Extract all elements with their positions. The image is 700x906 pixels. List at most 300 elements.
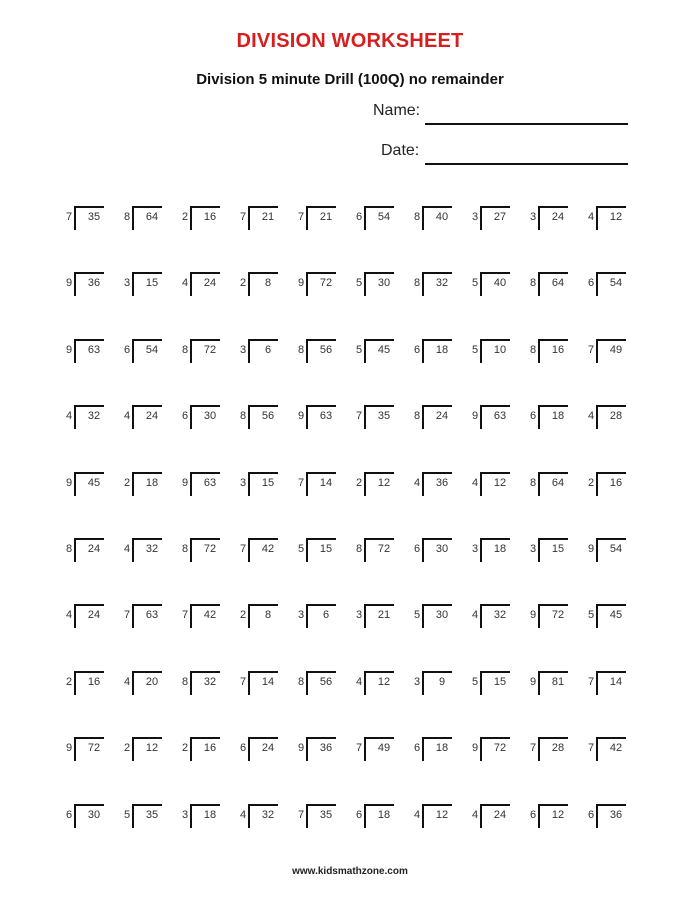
division-problem — [414, 469, 470, 499]
dividend: 6 — [322, 609, 330, 621]
dividend: 18 — [435, 344, 449, 356]
divisor: 9 — [66, 344, 73, 356]
dividend: 24 — [145, 410, 159, 422]
dividend: 45 — [609, 609, 623, 621]
divisor: 5 — [414, 609, 421, 621]
dividend: 28 — [609, 410, 623, 422]
dividend: 36 — [319, 742, 333, 754]
division-problem — [124, 668, 180, 698]
divisor: 9 — [588, 543, 595, 555]
divisor: 3 — [356, 609, 363, 621]
dividend: 35 — [145, 809, 159, 821]
divisor: 4 — [414, 477, 421, 489]
division-problem — [66, 469, 122, 499]
division-problem — [182, 668, 238, 698]
divisor: 3 — [530, 543, 537, 555]
division-problem — [356, 801, 412, 831]
dividend: 21 — [261, 211, 275, 223]
division-problem — [356, 402, 412, 432]
dividend: 35 — [377, 410, 391, 422]
dividend: 54 — [145, 344, 159, 356]
division-problem — [182, 601, 238, 631]
dividend: 32 — [203, 676, 217, 688]
divisor: 8 — [298, 344, 305, 356]
division-problem — [240, 668, 296, 698]
division-problem — [240, 469, 296, 499]
dividend: 63 — [145, 609, 159, 621]
dividend: 28 — [551, 742, 565, 754]
division-problem — [66, 402, 122, 432]
divisor: 8 — [124, 211, 131, 223]
division-problem — [530, 203, 586, 233]
divisor: 9 — [66, 277, 73, 289]
divisor: 6 — [124, 344, 131, 356]
divisor: 7 — [240, 543, 247, 555]
divisor: 7 — [182, 609, 189, 621]
divisor: 2 — [182, 742, 189, 754]
dividend: 32 — [261, 809, 275, 821]
divisor: 7 — [240, 211, 247, 223]
divisor: 9 — [66, 477, 73, 489]
dividend: 24 — [87, 609, 101, 621]
dividend: 18 — [551, 410, 565, 422]
division-problem — [240, 601, 296, 631]
division-problem — [298, 203, 354, 233]
division-problem — [182, 734, 238, 764]
division-problem — [66, 203, 122, 233]
dividend: 9 — [438, 676, 446, 688]
divisor: 7 — [298, 211, 305, 223]
dividend: 18 — [493, 543, 507, 555]
division-problem — [356, 734, 412, 764]
division-problem — [472, 469, 528, 499]
dividend: 36 — [435, 477, 449, 489]
dividend: 42 — [261, 543, 275, 555]
divisor: 5 — [472, 277, 479, 289]
divisor: 7 — [298, 809, 305, 821]
division-problem — [298, 601, 354, 631]
dividend: 30 — [435, 543, 449, 555]
division-problem — [124, 535, 180, 565]
division-problem — [298, 734, 354, 764]
divisor: 4 — [472, 809, 479, 821]
division-problem — [588, 469, 644, 499]
dividend: 32 — [145, 543, 159, 555]
division-problem — [588, 336, 644, 366]
divisor: 8 — [298, 676, 305, 688]
division-problem — [298, 402, 354, 432]
divisor: 2 — [124, 477, 131, 489]
divisor: 9 — [298, 410, 305, 422]
divisor: 7 — [66, 211, 73, 223]
division-problem — [588, 203, 644, 233]
dividend: 42 — [609, 742, 623, 754]
divisor: 4 — [588, 211, 595, 223]
dividend: 10 — [493, 344, 507, 356]
divisor: 7 — [530, 742, 537, 754]
division-problem — [356, 469, 412, 499]
divisor: 7 — [588, 676, 595, 688]
divisor: 4 — [66, 609, 73, 621]
dividend: 42 — [203, 609, 217, 621]
division-problem — [414, 668, 470, 698]
division-problem — [414, 203, 470, 233]
division-problem — [240, 535, 296, 565]
dividend: 72 — [551, 609, 565, 621]
divisor: 4 — [472, 477, 479, 489]
division-problem — [356, 203, 412, 233]
dividend: 12 — [493, 477, 507, 489]
dividend: 24 — [87, 543, 101, 555]
divisor: 7 — [588, 742, 595, 754]
dividend: 24 — [261, 742, 275, 754]
dividend: 16 — [609, 477, 623, 489]
division-problem — [530, 535, 586, 565]
division-problem — [182, 269, 238, 299]
dividend: 40 — [493, 277, 507, 289]
dividend: 72 — [203, 344, 217, 356]
dividend: 32 — [435, 277, 449, 289]
dividend: 63 — [203, 477, 217, 489]
divisor: 8 — [530, 344, 537, 356]
divisor: 3 — [530, 211, 537, 223]
divisor: 8 — [414, 410, 421, 422]
division-problem — [240, 203, 296, 233]
divisor: 6 — [530, 809, 537, 821]
divisor: 6 — [182, 410, 189, 422]
division-problem — [182, 469, 238, 499]
division-problem — [66, 801, 122, 831]
dividend: 14 — [609, 676, 623, 688]
division-problem — [472, 668, 528, 698]
dividend: 21 — [319, 211, 333, 223]
dividend: 72 — [203, 543, 217, 555]
divisor: 9 — [530, 609, 537, 621]
division-problem — [298, 269, 354, 299]
division-problem — [356, 601, 412, 631]
dividend: 12 — [609, 211, 623, 223]
division-problem — [240, 269, 296, 299]
division-problem — [298, 469, 354, 499]
divisor: 7 — [298, 477, 305, 489]
division-problem — [182, 535, 238, 565]
dividend: 30 — [87, 809, 101, 821]
divisor: 6 — [414, 543, 421, 555]
divisor: 9 — [182, 477, 189, 489]
dividend: 6 — [264, 344, 272, 356]
divisor: 6 — [414, 344, 421, 356]
division-problem — [472, 734, 528, 764]
dividend: 16 — [551, 344, 565, 356]
divisor: 3 — [182, 809, 189, 821]
divisor: 9 — [298, 277, 305, 289]
dividend: 64 — [145, 211, 159, 223]
division-problem — [66, 601, 122, 631]
division-problem — [124, 801, 180, 831]
division-problem — [588, 668, 644, 698]
divisor: 4 — [240, 809, 247, 821]
division-problem — [414, 734, 470, 764]
division-problem — [66, 535, 122, 565]
division-problem — [414, 402, 470, 432]
division-problem — [472, 801, 528, 831]
divisor: 8 — [182, 344, 189, 356]
divisor: 2 — [124, 742, 131, 754]
divisor: 8 — [414, 277, 421, 289]
divisor: 5 — [588, 609, 595, 621]
dividend: 81 — [551, 676, 565, 688]
divisor: 8 — [356, 543, 363, 555]
dividend: 54 — [609, 277, 623, 289]
division-problem — [124, 469, 180, 499]
division-problem — [240, 336, 296, 366]
dividend: 12 — [377, 676, 391, 688]
divisor: 3 — [472, 211, 479, 223]
division-problem — [124, 203, 180, 233]
divisor: 6 — [414, 742, 421, 754]
dividend: 64 — [551, 477, 565, 489]
division-problem — [298, 801, 354, 831]
division-problem — [530, 269, 586, 299]
divisor: 6 — [66, 809, 73, 821]
divisor: 8 — [240, 410, 247, 422]
dividend: 12 — [435, 809, 449, 821]
division-problem — [472, 535, 528, 565]
divisor: 9 — [472, 410, 479, 422]
dividend: 32 — [493, 609, 507, 621]
division-problem — [530, 336, 586, 366]
divisor: 9 — [530, 676, 537, 688]
division-problem — [588, 535, 644, 565]
division-problem — [472, 601, 528, 631]
dividend: 72 — [87, 742, 101, 754]
dividend: 8 — [264, 277, 272, 289]
divisor: 4 — [472, 609, 479, 621]
dividend: 56 — [319, 676, 333, 688]
divisor: 4 — [182, 277, 189, 289]
division-problem — [124, 269, 180, 299]
dividend: 21 — [377, 609, 391, 621]
division-problem — [414, 601, 470, 631]
division-problem — [66, 269, 122, 299]
divisor: 8 — [414, 211, 421, 223]
division-problem — [414, 535, 470, 565]
dividend: 12 — [377, 477, 391, 489]
dividend: 15 — [261, 477, 275, 489]
divisor: 2 — [182, 211, 189, 223]
dividend: 72 — [377, 543, 391, 555]
divisor: 4 — [124, 676, 131, 688]
divisor: 6 — [356, 211, 363, 223]
divisor: 5 — [124, 809, 131, 821]
dividend: 49 — [377, 742, 391, 754]
divisor: 6 — [356, 809, 363, 821]
dividend: 15 — [493, 676, 507, 688]
division-problem — [588, 269, 644, 299]
divisor: 3 — [240, 344, 247, 356]
divisor: 5 — [356, 344, 363, 356]
division-problem — [182, 203, 238, 233]
divisor: 7 — [588, 344, 595, 356]
division-problem — [530, 601, 586, 631]
divisor: 2 — [240, 277, 247, 289]
division-problem — [472, 203, 528, 233]
dividend: 56 — [319, 344, 333, 356]
division-problem — [472, 336, 528, 366]
division-problem — [588, 801, 644, 831]
divisor: 6 — [588, 277, 595, 289]
division-problem — [472, 402, 528, 432]
dividend: 18 — [435, 742, 449, 754]
division-problem — [588, 734, 644, 764]
dividend: 24 — [551, 211, 565, 223]
dividend: 72 — [319, 277, 333, 289]
dividend: 49 — [609, 344, 623, 356]
divisor: 4 — [588, 410, 595, 422]
dividend: 14 — [319, 477, 333, 489]
division-problem — [530, 734, 586, 764]
dividend: 63 — [87, 344, 101, 356]
date-label: Date: — [381, 142, 420, 159]
dividend: 36 — [609, 809, 623, 821]
divisor: 3 — [414, 676, 421, 688]
division-problem — [298, 535, 354, 565]
division-problem — [182, 801, 238, 831]
divisor: 5 — [472, 676, 479, 688]
divisor: 4 — [124, 543, 131, 555]
divisor: 3 — [472, 543, 479, 555]
dividend: 36 — [87, 277, 101, 289]
divisor: 3 — [124, 277, 131, 289]
dividend: 14 — [261, 676, 275, 688]
divisor: 9 — [298, 742, 305, 754]
division-problem — [530, 668, 586, 698]
footer-website: www.kidsmathzone.com — [292, 866, 408, 877]
dividend: 16 — [203, 742, 217, 754]
division-problem — [356, 269, 412, 299]
divisor: 9 — [472, 742, 479, 754]
dividend: 12 — [145, 742, 159, 754]
divisor: 6 — [588, 809, 595, 821]
dividend: 15 — [319, 543, 333, 555]
dividend: 45 — [377, 344, 391, 356]
division-problem — [182, 336, 238, 366]
divisor: 4 — [66, 410, 73, 422]
dividend: 24 — [435, 410, 449, 422]
divisor: 2 — [66, 676, 73, 688]
division-problem — [588, 601, 644, 631]
dividend: 32 — [87, 410, 101, 422]
division-problem — [298, 336, 354, 366]
division-problem — [414, 801, 470, 831]
dividend: 15 — [145, 277, 159, 289]
division-problem — [298, 668, 354, 698]
dividend: 27 — [493, 211, 507, 223]
division-problem — [472, 269, 528, 299]
divisor: 9 — [66, 742, 73, 754]
dividend: 63 — [493, 410, 507, 422]
divisor: 7 — [356, 742, 363, 754]
divisor: 6 — [240, 742, 247, 754]
divisor: 5 — [356, 277, 363, 289]
divisor: 6 — [530, 410, 537, 422]
divisor: 8 — [530, 477, 537, 489]
divisor: 2 — [588, 477, 595, 489]
division-problem — [240, 402, 296, 432]
dividend: 40 — [435, 211, 449, 223]
division-problem — [588, 402, 644, 432]
division-problem — [356, 668, 412, 698]
divisor: 4 — [414, 809, 421, 821]
division-problem — [356, 535, 412, 565]
division-problem — [356, 336, 412, 366]
division-problem — [240, 801, 296, 831]
division-problem — [124, 336, 180, 366]
dividend: 64 — [551, 277, 565, 289]
division-problem — [124, 402, 180, 432]
dividend: 16 — [87, 676, 101, 688]
worksheet-title: DIVISION WORKSHEET — [236, 30, 464, 52]
dividend: 12 — [551, 809, 565, 821]
divisor: 8 — [66, 543, 73, 555]
division-problem — [240, 734, 296, 764]
divisor: 5 — [298, 543, 305, 555]
dividend: 18 — [145, 477, 159, 489]
dividend: 35 — [87, 211, 101, 223]
division-problem — [66, 734, 122, 764]
dividend: 30 — [203, 410, 217, 422]
name-label: Name: — [373, 102, 421, 119]
division-problem — [66, 668, 122, 698]
dividend: 16 — [203, 211, 217, 223]
divisor: 8 — [530, 277, 537, 289]
dividend: 30 — [435, 609, 449, 621]
dividend: 72 — [493, 742, 507, 754]
dividend: 20 — [145, 676, 159, 688]
division-problem — [414, 336, 470, 366]
division-problem — [124, 601, 180, 631]
divisor: 7 — [124, 609, 131, 621]
worksheet-subtitle: Division 5 minute Drill (100Q) no remainder — [196, 71, 504, 88]
division-problem — [530, 402, 586, 432]
dividend: 56 — [261, 410, 275, 422]
divisor: 2 — [356, 477, 363, 489]
divisor: 5 — [472, 344, 479, 356]
dividend: 8 — [264, 609, 272, 621]
divisor: 3 — [240, 477, 247, 489]
division-problem — [530, 469, 586, 499]
divisor: 7 — [356, 410, 363, 422]
dividend: 30 — [377, 277, 391, 289]
division-problem — [66, 336, 122, 366]
dividend: 18 — [203, 809, 217, 821]
division-problem — [124, 734, 180, 764]
dividend: 24 — [203, 277, 217, 289]
divisor: 3 — [298, 609, 305, 621]
dividend: 54 — [377, 211, 391, 223]
divisor: 2 — [240, 609, 247, 621]
dividend: 54 — [609, 543, 623, 555]
dividend: 45 — [87, 477, 101, 489]
division-problem — [414, 269, 470, 299]
divisor: 8 — [182, 543, 189, 555]
dividend: 15 — [551, 543, 565, 555]
division-problem — [530, 801, 586, 831]
dividend: 35 — [319, 809, 333, 821]
divisor: 7 — [240, 676, 247, 688]
divisor: 8 — [182, 676, 189, 688]
divisor: 4 — [124, 410, 131, 422]
